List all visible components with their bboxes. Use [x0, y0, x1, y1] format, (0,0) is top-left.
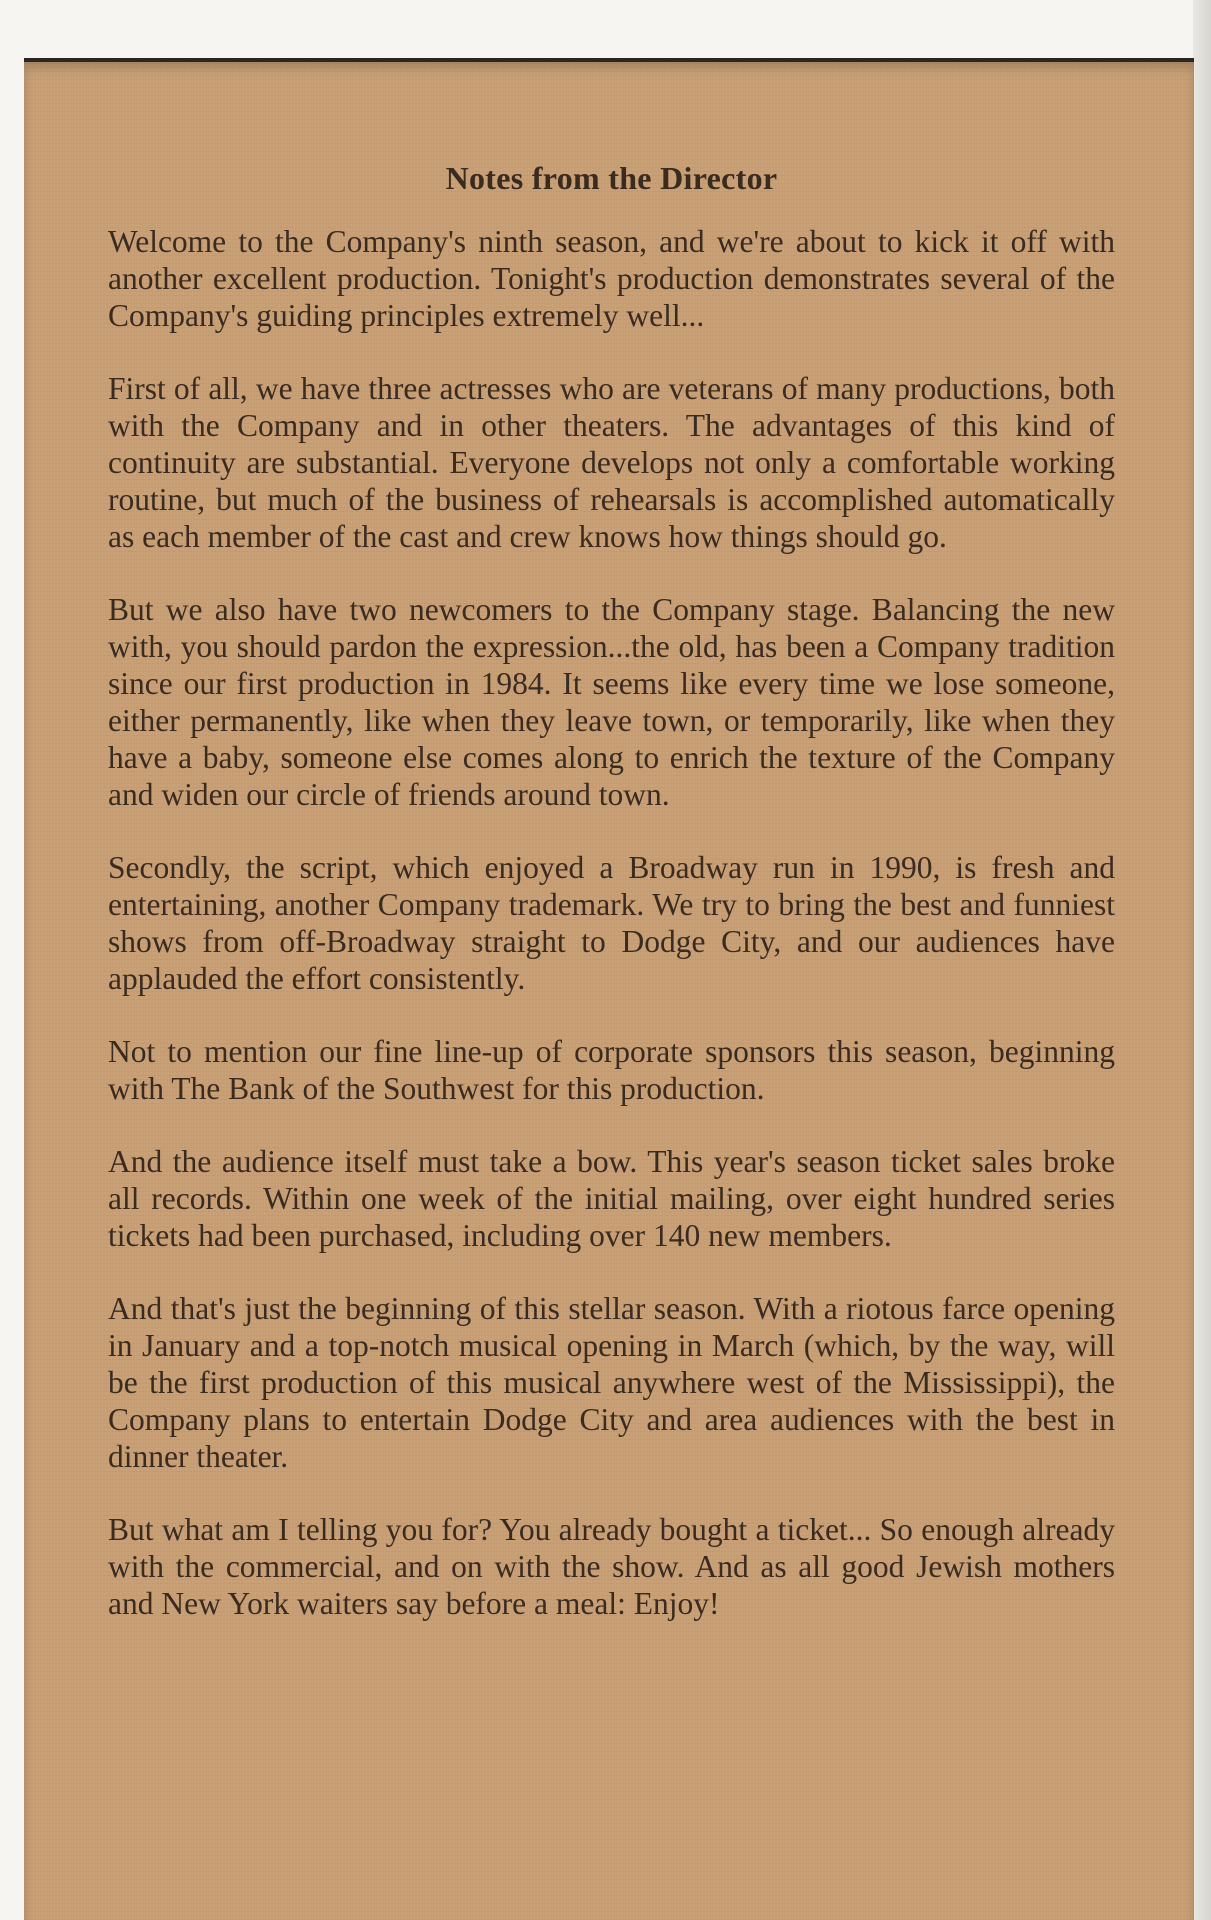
paragraph-7: And that's just the beginning of this stellar season. With a riotous farce opening in January and a top-notch musical opening in March (which, by the way, will be the first production of this musical anywhere west of the Mississippi), the Company plans to entertain Dodge City and area audiences with the best in dinner theater.: [108, 1291, 1115, 1474]
paragraph-1: Welcome to the Company's ninth season, and we're about to kick it off with another excellent production. Tonight's production demonstrates several of the Company's guiding principles extremely well...: [108, 224, 1115, 333]
paragraph-5: Not to mention our fine line-up of corporate sponsors this season, beginning with The Bank of the Southwest for this production.: [108, 1034, 1115, 1106]
paragraph-6: And the audience itself must take a bow. This year's season ticket sales broke all records. Within one week of the initial mailing, over eight hundred series tickets had been purchased, including over 140 new members.: [108, 1144, 1115, 1253]
director-notes: [108, 160, 1115, 1658]
page-title: Notes from the Director: [445, 160, 778, 196]
program-page: [24, 58, 1194, 1920]
paragraph-8: But what am I telling you for? You already bought a ticket... So enough already with the commercial, and on with the show. And as all good Jewish mothers and New York waiters say before a meal: Enjoy!: [108, 1512, 1115, 1621]
paragraph-4: Secondly, the script, which enjoyed a Broadway run in 1990, is fresh and entertaining, another Company trademark. We try to bring the best and funniest shows from off-Broadway straight to Dodge City, and our audiences have applauded the effort consistently.: [108, 850, 1115, 996]
paragraph-2: First of all, we have three actresses who are veterans of many productions, both with the Company and in other theaters. The advantages of this kind of continuity are substantial. Everyone develops not only a comfortable working routine, but much of the business of rehearsals is accomplished automatically as each member of the cast and crew knows how things should go.: [108, 371, 1115, 554]
paragraph-3: But we also have two newcomers to the Company stage. Balancing the new with, you should pardon the expression...the old, has been a Company tradition since our first production in 1984. It seems like every time we lose someone, either permanently, like when they leave town, or temporarily, like when they have a baby, someone else comes along to enrich the texture of the Company and widen our circle of friends around town.: [108, 592, 1115, 812]
scan-edge: [1193, 0, 1211, 1920]
